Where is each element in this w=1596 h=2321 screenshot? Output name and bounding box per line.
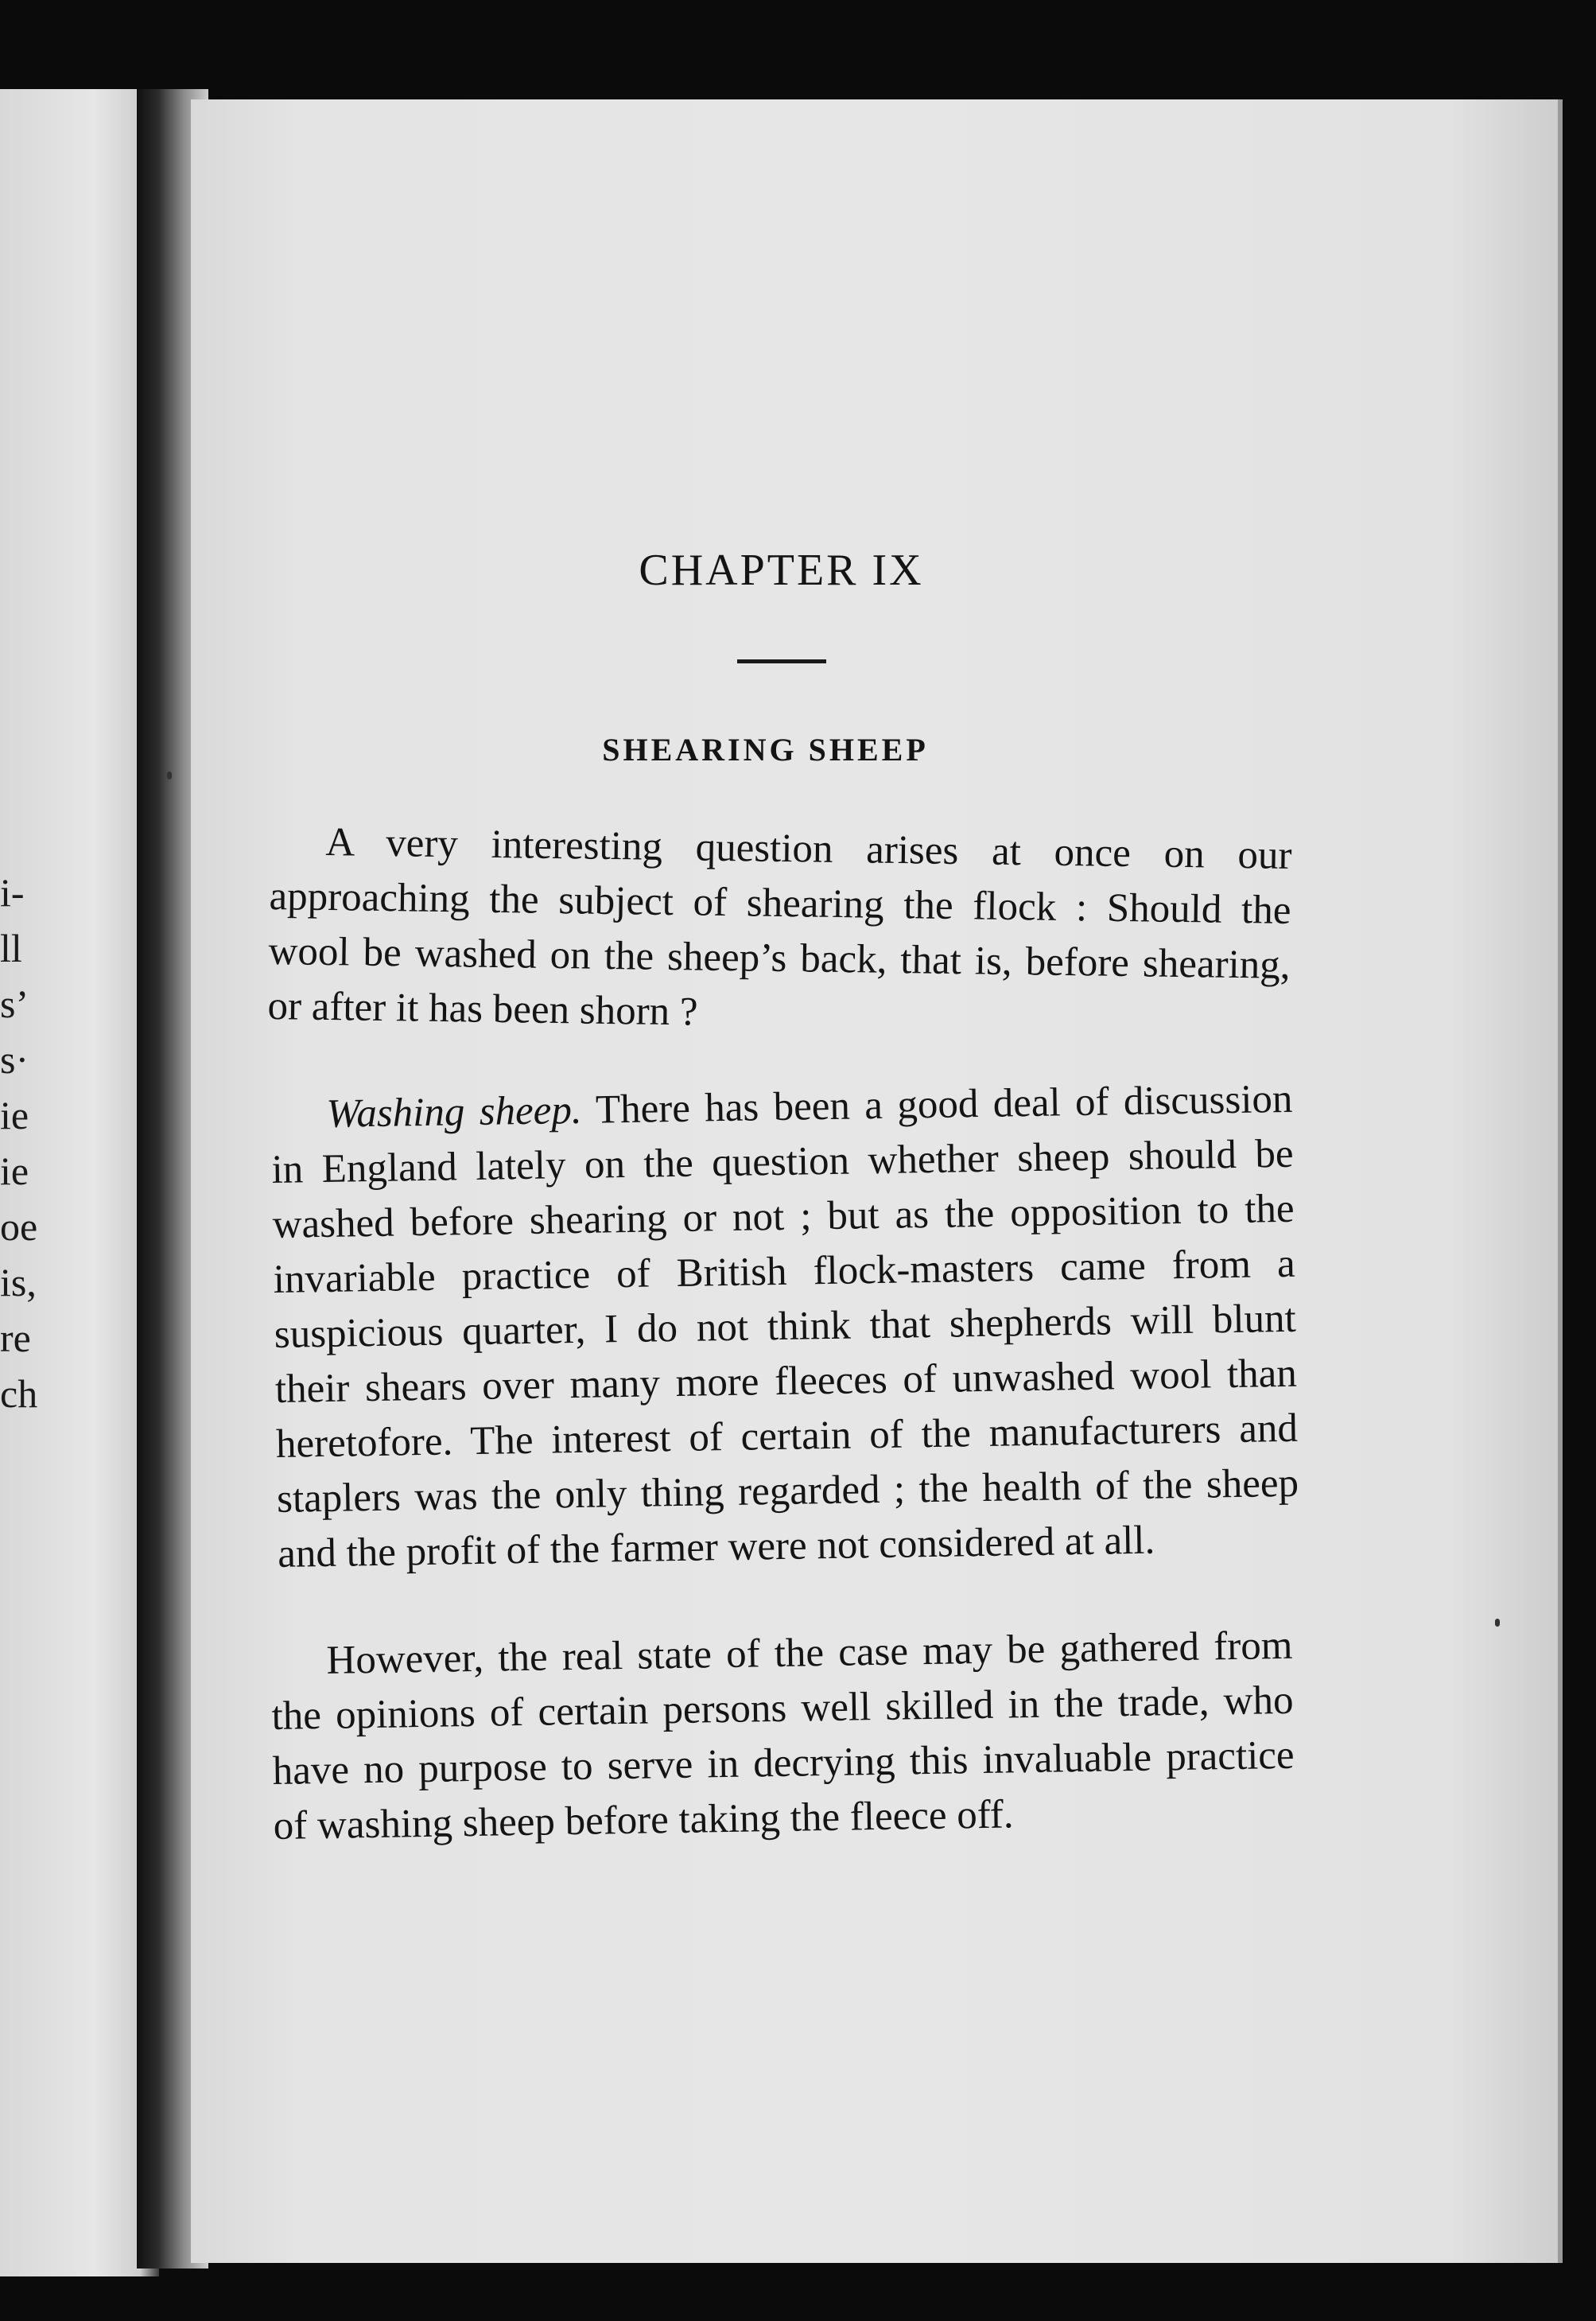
paragraph-text: There has been a good deal of discussion in England lately on the question whether sheep should be washed before shearing or not ; but as the opposition to the invariable practice of British flock-masters came from a suspicious quarter, I do not think that shepherds will blunt their shears over many more fleeces of unwashed wool than heretofore. The interest of certain of the manufacturers and staplers was the only thing regarded ; the health of the sheep and the profit of the farmer were not considered at all.: [271, 1076, 1299, 1576]
facing-page-fragment: ch: [0, 1371, 38, 1416]
chapter-rule: [737, 659, 826, 663]
chapter-heading: CHAPTER IX: [639, 546, 924, 595]
facing-page-fragment: re: [0, 1316, 31, 1360]
paragraph: [270, 1619, 1295, 1854]
paragraph-text: A very interesting question arises at once on our approaching the subject of shearing the flock : Should the wool be washed on the sheep’s back, that is, before shearing, or after it has been shorn ?: [267, 819, 1292, 1035]
facing-page-fragment: s·: [0, 1037, 29, 1082]
paragraph-italic-lead: Washing sheep.: [326, 1087, 583, 1137]
paragraph: [267, 814, 1292, 1048]
facing-page-fragment: ie: [0, 1149, 29, 1193]
page-content: [267, 445, 1299, 1854]
facing-page-fragment: ie: [0, 1093, 29, 1137]
ink-speck: [167, 772, 172, 779]
facing-page-fragment: s’: [0, 982, 29, 1026]
section-title: SHEARING SHEEP: [602, 732, 929, 768]
facing-page: [0, 89, 159, 2276]
paragraph: [270, 1072, 1300, 1582]
facing-page-fragment: is,: [0, 1260, 37, 1304]
facing-page-fragment: i-: [0, 870, 25, 915]
facing-page-fragment: ll: [0, 926, 22, 970]
ink-speck: [1495, 1619, 1500, 1627]
facing-page-fragment: oe: [0, 1204, 38, 1249]
paragraph-text: However, the real state of the case may be gathered from the opinions of certain persons well skilled in the trade, who have no purpose to serve in decrying this invaluable practice of washing sheep before taking the fleece off.: [271, 1623, 1295, 1849]
